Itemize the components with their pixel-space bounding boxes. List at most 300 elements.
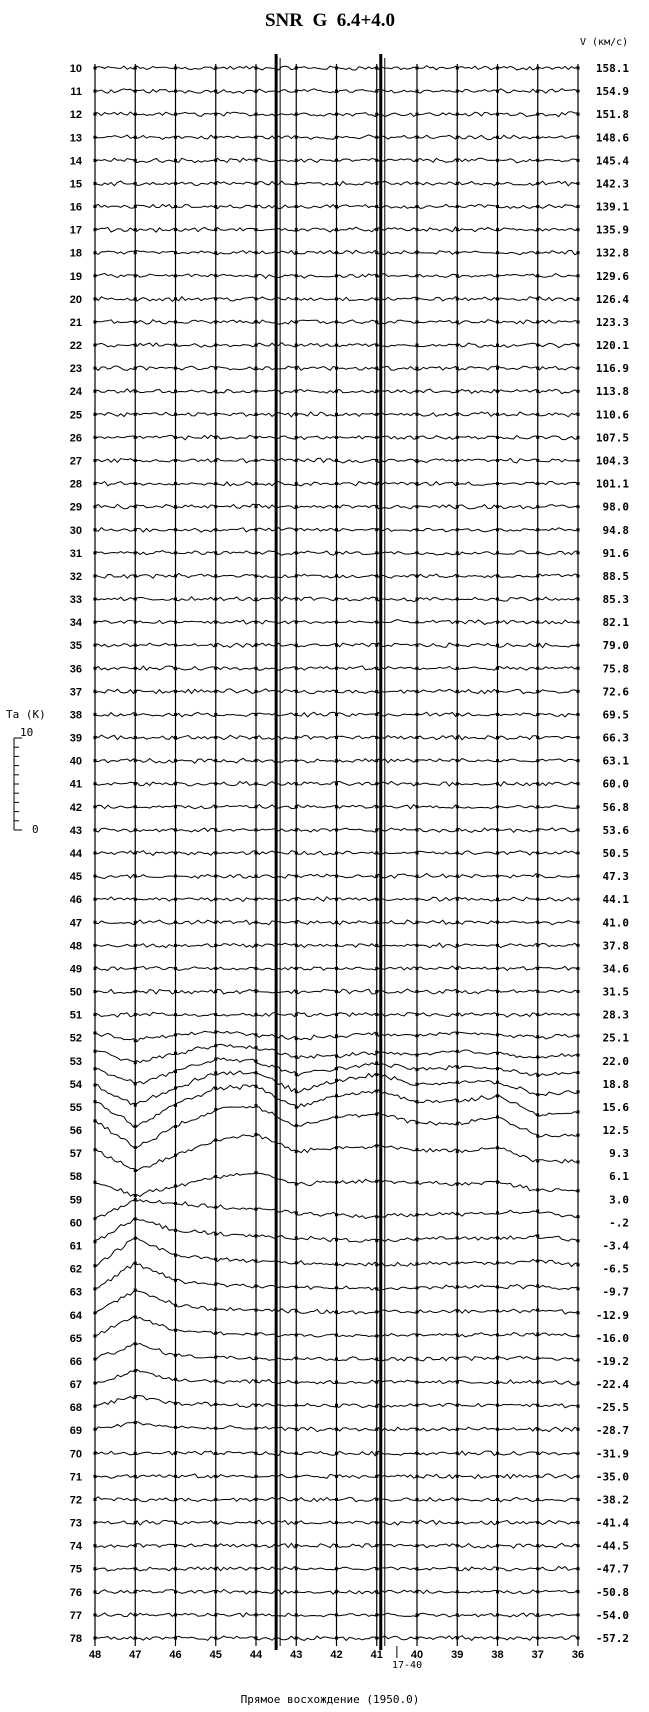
trace-node (496, 159, 499, 162)
trace-node (134, 344, 137, 347)
trace-node (496, 1211, 499, 1214)
trace-node (255, 644, 258, 647)
trace-node (375, 621, 378, 624)
trace-node (375, 1590, 378, 1593)
trace-node (255, 344, 258, 347)
channel-label-22: 22 (69, 340, 82, 353)
velocity-label: 142.3 (595, 177, 629, 191)
trace-node (295, 1261, 298, 1264)
trace-node (134, 1104, 137, 1107)
trace-node (577, 921, 580, 924)
channel-label-39: 39 (69, 732, 82, 745)
trace-node (536, 1074, 539, 1077)
channel-label-54: 54 (69, 1078, 82, 1091)
trace-node (295, 182, 298, 185)
channel-label-71: 71 (69, 1471, 82, 1484)
channel-label-11: 11 (70, 86, 82, 99)
trace-node (496, 875, 499, 878)
velocity-label: -16.0 (595, 1331, 629, 1345)
trace-node (335, 1262, 338, 1265)
trace-node (174, 320, 177, 323)
trace-node (94, 482, 97, 485)
trace-node (94, 1405, 97, 1408)
trace-node (416, 1381, 419, 1384)
trace-node (174, 690, 177, 693)
trace-node (174, 1521, 177, 1524)
trace-node (496, 1498, 499, 1501)
trace-node (295, 436, 298, 439)
trace-node (295, 898, 298, 901)
trace-node (496, 1146, 499, 1149)
trace-node (335, 852, 338, 855)
trace-node (295, 713, 298, 716)
trace-node (295, 644, 298, 647)
trace-node (295, 1567, 298, 1570)
trace-node (577, 205, 580, 208)
velocity-label: 132.8 (595, 246, 629, 260)
trace-node (577, 274, 580, 277)
velocity-label: 9.3 (609, 1147, 629, 1161)
trace-node (416, 1083, 419, 1086)
trace-node (496, 228, 499, 231)
trace-node (174, 1354, 177, 1357)
trace-node (214, 759, 217, 762)
velocity-label: 116.9 (595, 362, 629, 376)
trace-node (255, 367, 258, 370)
scale-bar (6, 708, 46, 836)
trace-node (214, 1590, 217, 1593)
trace-node (375, 828, 378, 831)
trace-node (496, 1236, 499, 1239)
velocity-label: -41.4 (595, 1516, 629, 1530)
trace-node (174, 713, 177, 716)
channel-label-41: 41 (69, 778, 82, 791)
trace-node (375, 690, 378, 693)
trace-node (456, 482, 459, 485)
trace-node (456, 1236, 459, 1239)
trace-node (255, 598, 258, 601)
trace-node (214, 344, 217, 347)
trace-node (295, 1124, 298, 1127)
velocity-label: 110.6 (595, 408, 629, 422)
trace-node (456, 436, 459, 439)
trace-node (335, 667, 338, 670)
velocity-label: -9.7 (602, 1285, 629, 1299)
trace-node (416, 1428, 419, 1431)
trace-node (94, 644, 97, 647)
trace-node (255, 1033, 258, 1036)
trace-node (416, 159, 419, 162)
channel-label-65: 65 (69, 1332, 82, 1345)
trace-node (496, 736, 499, 739)
trace-node (214, 90, 217, 93)
trace-node (416, 1148, 419, 1151)
trace-node (496, 274, 499, 277)
trace-node (295, 690, 298, 693)
trace-node (416, 1637, 419, 1640)
channel-label-32: 32 (69, 570, 82, 583)
trace-node (416, 1286, 419, 1289)
trace-node (174, 1086, 177, 1089)
trace-node (375, 1051, 378, 1054)
trace-node (416, 505, 419, 508)
trace-node (214, 1206, 217, 1209)
trace-node (416, 228, 419, 231)
velocity-label: 34.6 (602, 962, 629, 976)
trace-node (214, 967, 217, 970)
trace-node (456, 621, 459, 624)
trace-node (295, 274, 298, 277)
trace-node (94, 1590, 97, 1593)
trace-node (295, 1055, 298, 1058)
channel-label-67: 67 (69, 1379, 82, 1392)
velocity-label: 63.1 (602, 754, 629, 768)
trace-node (94, 1031, 97, 1034)
trace-node (456, 759, 459, 762)
trace-node (375, 1032, 378, 1035)
trace-node (536, 898, 539, 901)
trace-node (94, 875, 97, 878)
trace-node (375, 1637, 378, 1640)
trace-node (536, 1210, 539, 1213)
velocity-label: 158.1 (595, 62, 629, 75)
trace-node (335, 1475, 338, 1478)
x-tick-label-40: 40 (410, 1649, 424, 1661)
channel-label-56: 56 (69, 1125, 82, 1138)
trace-node (174, 1013, 177, 1016)
velocity-label: 88.5 (602, 569, 629, 583)
trace-node (134, 1013, 137, 1016)
trace-node (496, 1334, 499, 1337)
x-tick-label-37: 37 (531, 1649, 544, 1661)
trace-node (214, 1058, 217, 1061)
trace-node (496, 1067, 499, 1070)
trace-node (295, 967, 298, 970)
trace-node (456, 1122, 459, 1125)
trace-node (577, 1287, 580, 1290)
trace-node (255, 1259, 258, 1262)
trace-node (416, 644, 419, 647)
trace-node (94, 1567, 97, 1570)
trace-node (496, 898, 499, 901)
trace-node (174, 1498, 177, 1501)
trace-node (496, 1052, 499, 1055)
trace-node (496, 1013, 499, 1016)
trace-node (456, 205, 459, 208)
trace-node (577, 1311, 580, 1314)
trace-node (496, 459, 499, 462)
trace-node (536, 1135, 539, 1138)
trace-node (214, 1031, 217, 1034)
trace-node (134, 1061, 137, 1064)
velocity-label: 28.3 (602, 1008, 629, 1022)
trace-node (375, 136, 378, 139)
trace-node (456, 1065, 459, 1068)
trace-node (456, 1261, 459, 1264)
trace-node (134, 459, 137, 462)
velocity-label: 47.3 (602, 870, 629, 884)
trace-node (295, 782, 298, 785)
trace-node (456, 67, 459, 70)
trace-node (536, 805, 539, 808)
trace-node (375, 667, 378, 670)
trace-node (174, 1104, 177, 1107)
trace-node (456, 505, 459, 508)
channel-label-35: 35 (69, 640, 82, 653)
trace-node (375, 598, 378, 601)
trace-node (134, 1194, 137, 1197)
trace-node (536, 228, 539, 231)
trace-node (536, 436, 539, 439)
trace-node (496, 921, 499, 924)
trace-node (375, 1113, 378, 1116)
trace-node (416, 1262, 419, 1265)
trace-node (375, 1013, 378, 1016)
trace-node (94, 1475, 97, 1478)
trace-node (134, 1637, 137, 1640)
velocity-label: 154.9 (595, 85, 629, 99)
trace-node (536, 1381, 539, 1384)
trace-node (174, 875, 177, 878)
trace-node (94, 1181, 97, 1184)
trace-node (496, 1381, 499, 1384)
trace-node (496, 759, 499, 762)
trace-node (335, 1613, 338, 1616)
channel-label-58: 58 (69, 1171, 82, 1184)
trace-node (174, 1125, 177, 1128)
trace-node (416, 1334, 419, 1337)
trace-node (174, 1475, 177, 1478)
trace-node (255, 1133, 258, 1136)
trace-node (375, 182, 378, 185)
trace-node (335, 644, 338, 647)
trace-node (174, 574, 177, 577)
trace-node (416, 1034, 419, 1037)
trace-node (536, 1093, 539, 1096)
trace-node (134, 1146, 137, 1149)
trace-node (255, 90, 258, 93)
channel-label-37: 37 (69, 686, 82, 699)
trace-node (375, 251, 378, 254)
channel-label-73: 73 (69, 1517, 82, 1530)
trace-node (375, 782, 378, 785)
trace-node (174, 1070, 177, 1073)
trace-node (456, 320, 459, 323)
trace-node (456, 1498, 459, 1501)
trace-node (255, 251, 258, 254)
trace-node (496, 828, 499, 831)
trace-node (335, 1146, 338, 1149)
trace-node (416, 1590, 419, 1593)
trace-node (416, 1013, 419, 1016)
trace-node (295, 574, 298, 577)
velocity-label: 44.1 (602, 893, 629, 907)
trace-node (536, 551, 539, 554)
trace-node (214, 690, 217, 693)
trace-node (335, 1067, 338, 1070)
trace-node (174, 1154, 177, 1157)
trace-node (94, 1013, 97, 1016)
trace-node (375, 228, 378, 231)
trace-node (375, 551, 378, 554)
trace-node (255, 690, 258, 693)
channel-label-33: 33 (69, 594, 82, 607)
trace-node (456, 736, 459, 739)
trace-node (416, 344, 419, 347)
trace-node (295, 1475, 298, 1478)
velocity-label: 75.8 (602, 662, 629, 676)
trace-node (174, 297, 177, 300)
trace-node (214, 182, 217, 185)
trace-node (577, 505, 580, 508)
trace-node (577, 1134, 580, 1137)
trace-node (536, 875, 539, 878)
trace-node (174, 621, 177, 624)
trace-node (536, 782, 539, 785)
trace-node (174, 1185, 177, 1188)
trace-node (94, 136, 97, 139)
velocity-label: -.2 (609, 1216, 629, 1230)
trace-node (134, 1498, 137, 1501)
trace-node (295, 1613, 298, 1616)
trace-node (335, 113, 338, 116)
trace-node (94, 1334, 97, 1337)
trace-node (94, 251, 97, 254)
trace-node (456, 1521, 459, 1524)
velocity-label: 37.8 (602, 939, 629, 953)
trace-node (577, 1637, 580, 1640)
trace-node (416, 251, 419, 254)
trace-node (335, 1590, 338, 1593)
trace-node (174, 159, 177, 162)
trace-node (416, 67, 419, 70)
x-tick-label-42: 42 (330, 1649, 343, 1661)
trace-node (416, 459, 419, 462)
trace-node (496, 367, 499, 370)
trace-node (335, 344, 338, 347)
trace-node (94, 1067, 97, 1070)
trace-node (577, 1428, 580, 1431)
x-secondary-label: 17-40 (392, 1660, 423, 1671)
trace-node (577, 574, 580, 577)
trace-node (255, 459, 258, 462)
trace-node (335, 713, 338, 716)
trace-node (174, 736, 177, 739)
trace-node (94, 1358, 97, 1361)
channel-label-18: 18 (69, 247, 82, 260)
trace-node (255, 205, 258, 208)
trace-node (456, 251, 459, 254)
trace-node (577, 1521, 580, 1524)
channel-label-43: 43 (69, 824, 82, 837)
trace-node (335, 274, 338, 277)
trace-node (416, 713, 419, 716)
trace-node (577, 551, 580, 554)
trace-node (214, 436, 217, 439)
channel-label-23: 23 (69, 363, 82, 376)
trace-node (214, 944, 217, 947)
trace-node (375, 1613, 378, 1616)
trace-node (577, 528, 580, 531)
trace-node (335, 67, 338, 70)
trace-node (456, 852, 459, 855)
trace-node (416, 1521, 419, 1524)
trace-node (255, 1427, 258, 1430)
trace-node (214, 782, 217, 785)
trace-node (214, 1498, 217, 1501)
trace-node (536, 828, 539, 831)
velocity-label: -31.9 (595, 1447, 629, 1461)
trace-node (295, 413, 298, 416)
trace-node (375, 898, 378, 901)
trace-node (214, 1044, 217, 1047)
trace-node (375, 297, 378, 300)
trace-node (375, 944, 378, 947)
trace-node (496, 1475, 499, 1478)
trace-node (456, 1334, 459, 1337)
trace-node (94, 690, 97, 693)
trace-node (577, 1090, 580, 1093)
trace-node (536, 574, 539, 577)
trace-node (295, 67, 298, 70)
trace-node (335, 805, 338, 808)
trace-node (134, 205, 137, 208)
trace-node (335, 1116, 338, 1119)
trace-node (94, 505, 97, 508)
trace-node (456, 1309, 459, 1312)
trace-node (214, 990, 217, 993)
trace-node (214, 528, 217, 531)
trace-node (536, 1428, 539, 1431)
channel-label-45: 45 (69, 871, 82, 884)
trace-node (536, 1637, 539, 1640)
trace-node (295, 921, 298, 924)
trace-node (134, 644, 137, 647)
trace-node (496, 1637, 499, 1640)
channel-label-60: 60 (69, 1217, 82, 1230)
trace-node (255, 944, 258, 947)
trace-node (255, 1333, 258, 1336)
trace-node (94, 828, 97, 831)
trace-node (375, 1381, 378, 1384)
trace-node (174, 644, 177, 647)
trace-node (577, 1498, 580, 1501)
trace-node (416, 551, 419, 554)
trace-node (94, 390, 97, 393)
trace-node (255, 1085, 258, 1088)
trace-node (496, 967, 499, 970)
trace-node (335, 251, 338, 254)
trace-node (134, 875, 137, 878)
trace-node (214, 921, 217, 924)
trace-node (456, 828, 459, 831)
trace-node (214, 1233, 217, 1236)
trace-node (174, 528, 177, 531)
trace-node (577, 1405, 580, 1408)
velocity-label: -50.8 (595, 1585, 629, 1599)
trace-node (134, 782, 137, 785)
trace-node (375, 320, 378, 323)
channel-label-61: 61 (69, 1240, 82, 1253)
trace-node (577, 182, 580, 185)
trace-node (295, 944, 298, 947)
trace-node (496, 1033, 499, 1036)
trace-node (134, 528, 137, 531)
trace-node (456, 667, 459, 670)
trace-node (577, 644, 580, 647)
trace-node (536, 690, 539, 693)
trace-node (456, 574, 459, 577)
